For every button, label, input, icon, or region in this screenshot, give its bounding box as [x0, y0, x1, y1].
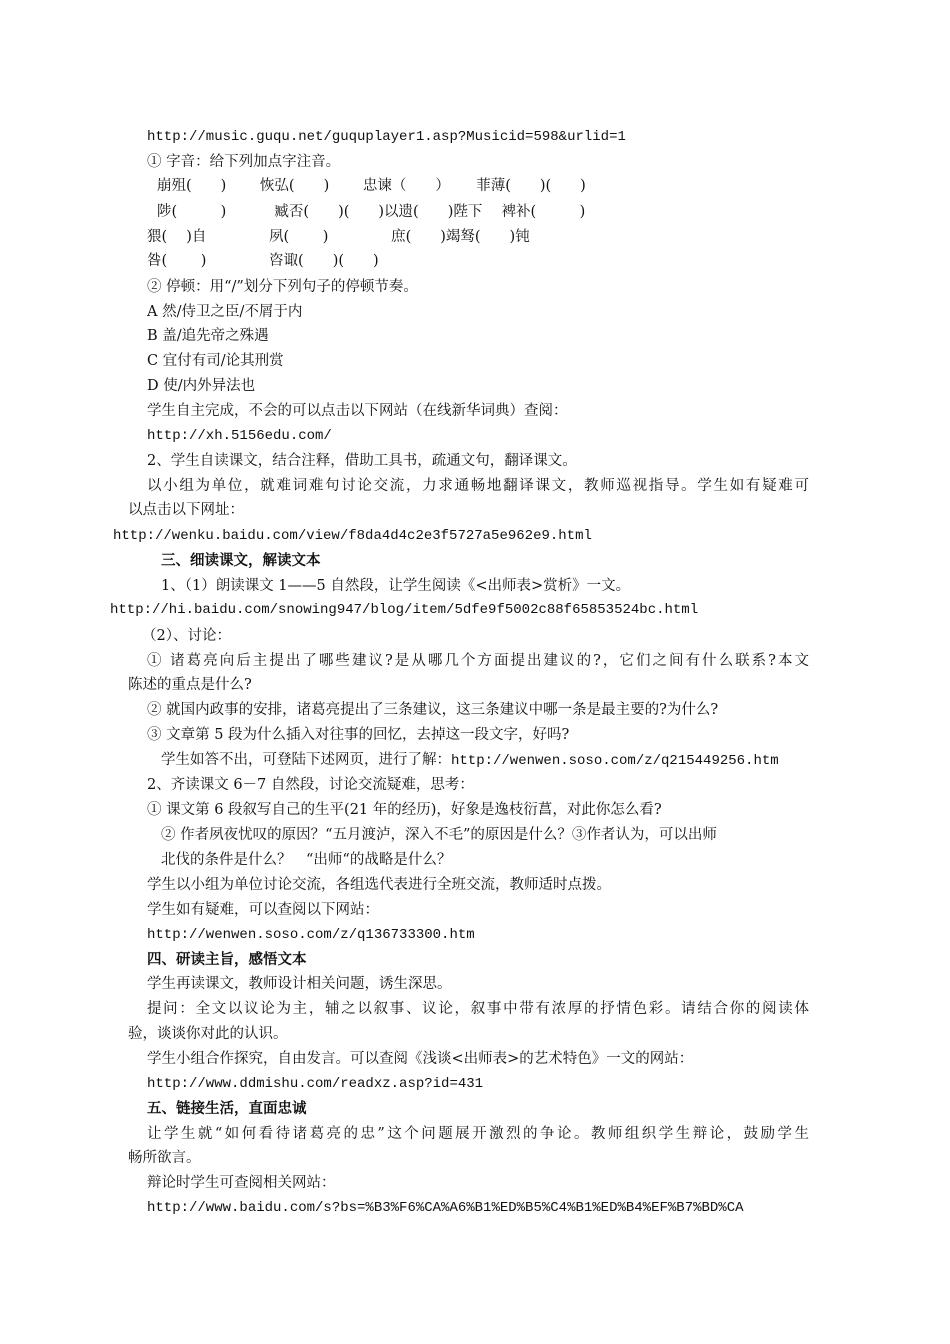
pronunciation-row-2: 陟( ) 臧否( )( )以遗( )陛下 裨补( ): [157, 204, 586, 220]
section-4-heading: 四、研读主旨，感悟文本: [147, 951, 307, 968]
pronunciation-row-4: 咎( ) 咨诹( )( ): [147, 253, 379, 269]
debate-lookup-note: 辩论时学生可查阅相关网站：: [147, 1175, 336, 1191]
question-5-cont: 北伐的条件是什么？ “出师“的战略是什么？: [161, 852, 452, 868]
pause-item-a: A 然/侍卫之臣/不屑于内: [147, 304, 303, 320]
group-explore-note: 学生小组合作探究，自由发言。可以查阅《浅谈<出师表>的艺术特色》一文的网站：: [147, 1051, 694, 1067]
baidu-hi-url[interactable]: http://hi.baidu.com/snowing947/blog/item/5dfe9f5002c88f65853524bc.html: [110, 602, 699, 618]
pause-item-c: C 宜付有司/论其刑赏: [147, 353, 284, 369]
reread-note: 学生再读课文，教师设计相关问题，诱生深思。: [147, 976, 452, 992]
question-5: ② 作者夙夜忧叹的原因？“五月渡泸，深入不毛”的原因是什么？③作者认为，可以出师: [161, 827, 717, 843]
debate-text: 让学生就“如何看待诸葛亮的忠”这个问题展开激烈的争论。教师组织学生辩论，鼓励学生: [147, 1126, 809, 1142]
pause-task: ② 停顿：用“/”划分下列句子的停顿节奏。: [147, 279, 418, 295]
lookup-note-2: 学生如有疑难，可以查阅以下网站：: [147, 902, 379, 918]
prompt-question-cont: 验，谈谈你对此的认识。: [128, 1026, 288, 1042]
group-exchange-note: 学生以小组为单位讨论交流，各组选代表进行全班交流，教师适时点拨。: [147, 877, 611, 893]
wenwen-url-2[interactable]: http://wenwen.soso.com/z/q136733300.htm: [147, 927, 475, 943]
group-discussion-text: 以小组为单位，就难词难句讨论交流，力求通畅地翻译课文，教师巡视指导。学生如有疑难可: [147, 478, 809, 494]
pause-item-d: D 使/内外异法也: [147, 378, 256, 394]
prompt-question: 提问：全文以议论为主，辅之以叙事、议论，叙事中带有浓厚的抒情色彩。请结合你的阅读体: [147, 1001, 809, 1017]
task-1-read: 1、（1）朗读课文 1——5 自然段，让学生阅读《<出师表>赏析》一文。: [161, 578, 631, 594]
baidu-search-url[interactable]: http://www.baidu.com/s?bs=%B3%F6%CA%A6%B1%ED%B5%C4%B1%ED%B4%EF%B7%BD%CA: [147, 1200, 744, 1216]
question-4: ① 课文第 6 段叙写自己的生平(21 年的经历)，好象是逸枝衍菖，对此你怎么看?: [147, 802, 662, 818]
task-2-read: 2、齐读课文 6－7 自然段，讨论交流疑难，思考：: [147, 777, 474, 793]
group-discussion-text-cont: 以点击以下网址：: [128, 502, 244, 518]
pause-item-b: B 盖/追先帝之殊遇: [147, 328, 269, 344]
wenwen-url-1[interactable]: http://wenwen.soso.com/z/q215449256.htm: [451, 753, 779, 769]
section-5-heading: 五、链接生活，直面忠诚: [147, 1100, 307, 1117]
music-url[interactable]: http://music.guqu.net/guquplayer1.asp?Musicid=598&urlid=1: [147, 129, 626, 145]
step-2-read: 2、学生自读课文，结合注释，借助工具书，疏通文句，翻译课文。: [147, 453, 577, 469]
lookup-note: [161, 750, 779, 771]
self-study-note: 学生自主完成，不会的可以点击以下网站（在线新华词典）查阅：: [147, 403, 568, 419]
debate-text-cont: 畅所欲言。: [128, 1150, 201, 1166]
ddmishu-url[interactable]: http://www.ddmishu.com/readxz.asp?id=431: [147, 1076, 484, 1092]
discussion-label: （2）、讨论：: [142, 628, 231, 644]
question-1-cont: 陈述的重点是什么?: [128, 677, 252, 693]
lookup-note-text: 学生如答不出，可登陆下述网页，进行了解：: [161, 752, 451, 768]
section-3-heading: 三、细读课文，解读文本: [161, 552, 321, 569]
pronunciation-row-1: 崩殂( ) 恢弘( ) 忠谏（ ） 菲薄( )( ): [157, 178, 586, 194]
pronunciation-row-3: 猥( )自 夙( ) 庶( )竭驽( )钝: [147, 229, 530, 245]
question-1: ① 诸葛亮向后主提出了哪些建议?是从哪几个方面提出建议的?，它们之间有什么联系?本文: [147, 653, 809, 669]
wenku-url[interactable]: http://wenku.baidu.com/view/f8da4d4c2e3f5727a5e962e9.html: [113, 528, 592, 544]
pronunciation-task: ① 字音：给下列加点字注音。: [147, 154, 341, 170]
dictionary-url[interactable]: http://xh.5156edu.com/: [147, 428, 332, 444]
question-2: ② 就国内政事的安排，诸葛亮提出了三条建议，这三条建议中哪一条是最主要的?为什么?: [147, 702, 719, 718]
question-3: ③ 文章第 5 段为什么插入对往事的回忆，去掉这一段文字，好吗?: [147, 727, 570, 743]
